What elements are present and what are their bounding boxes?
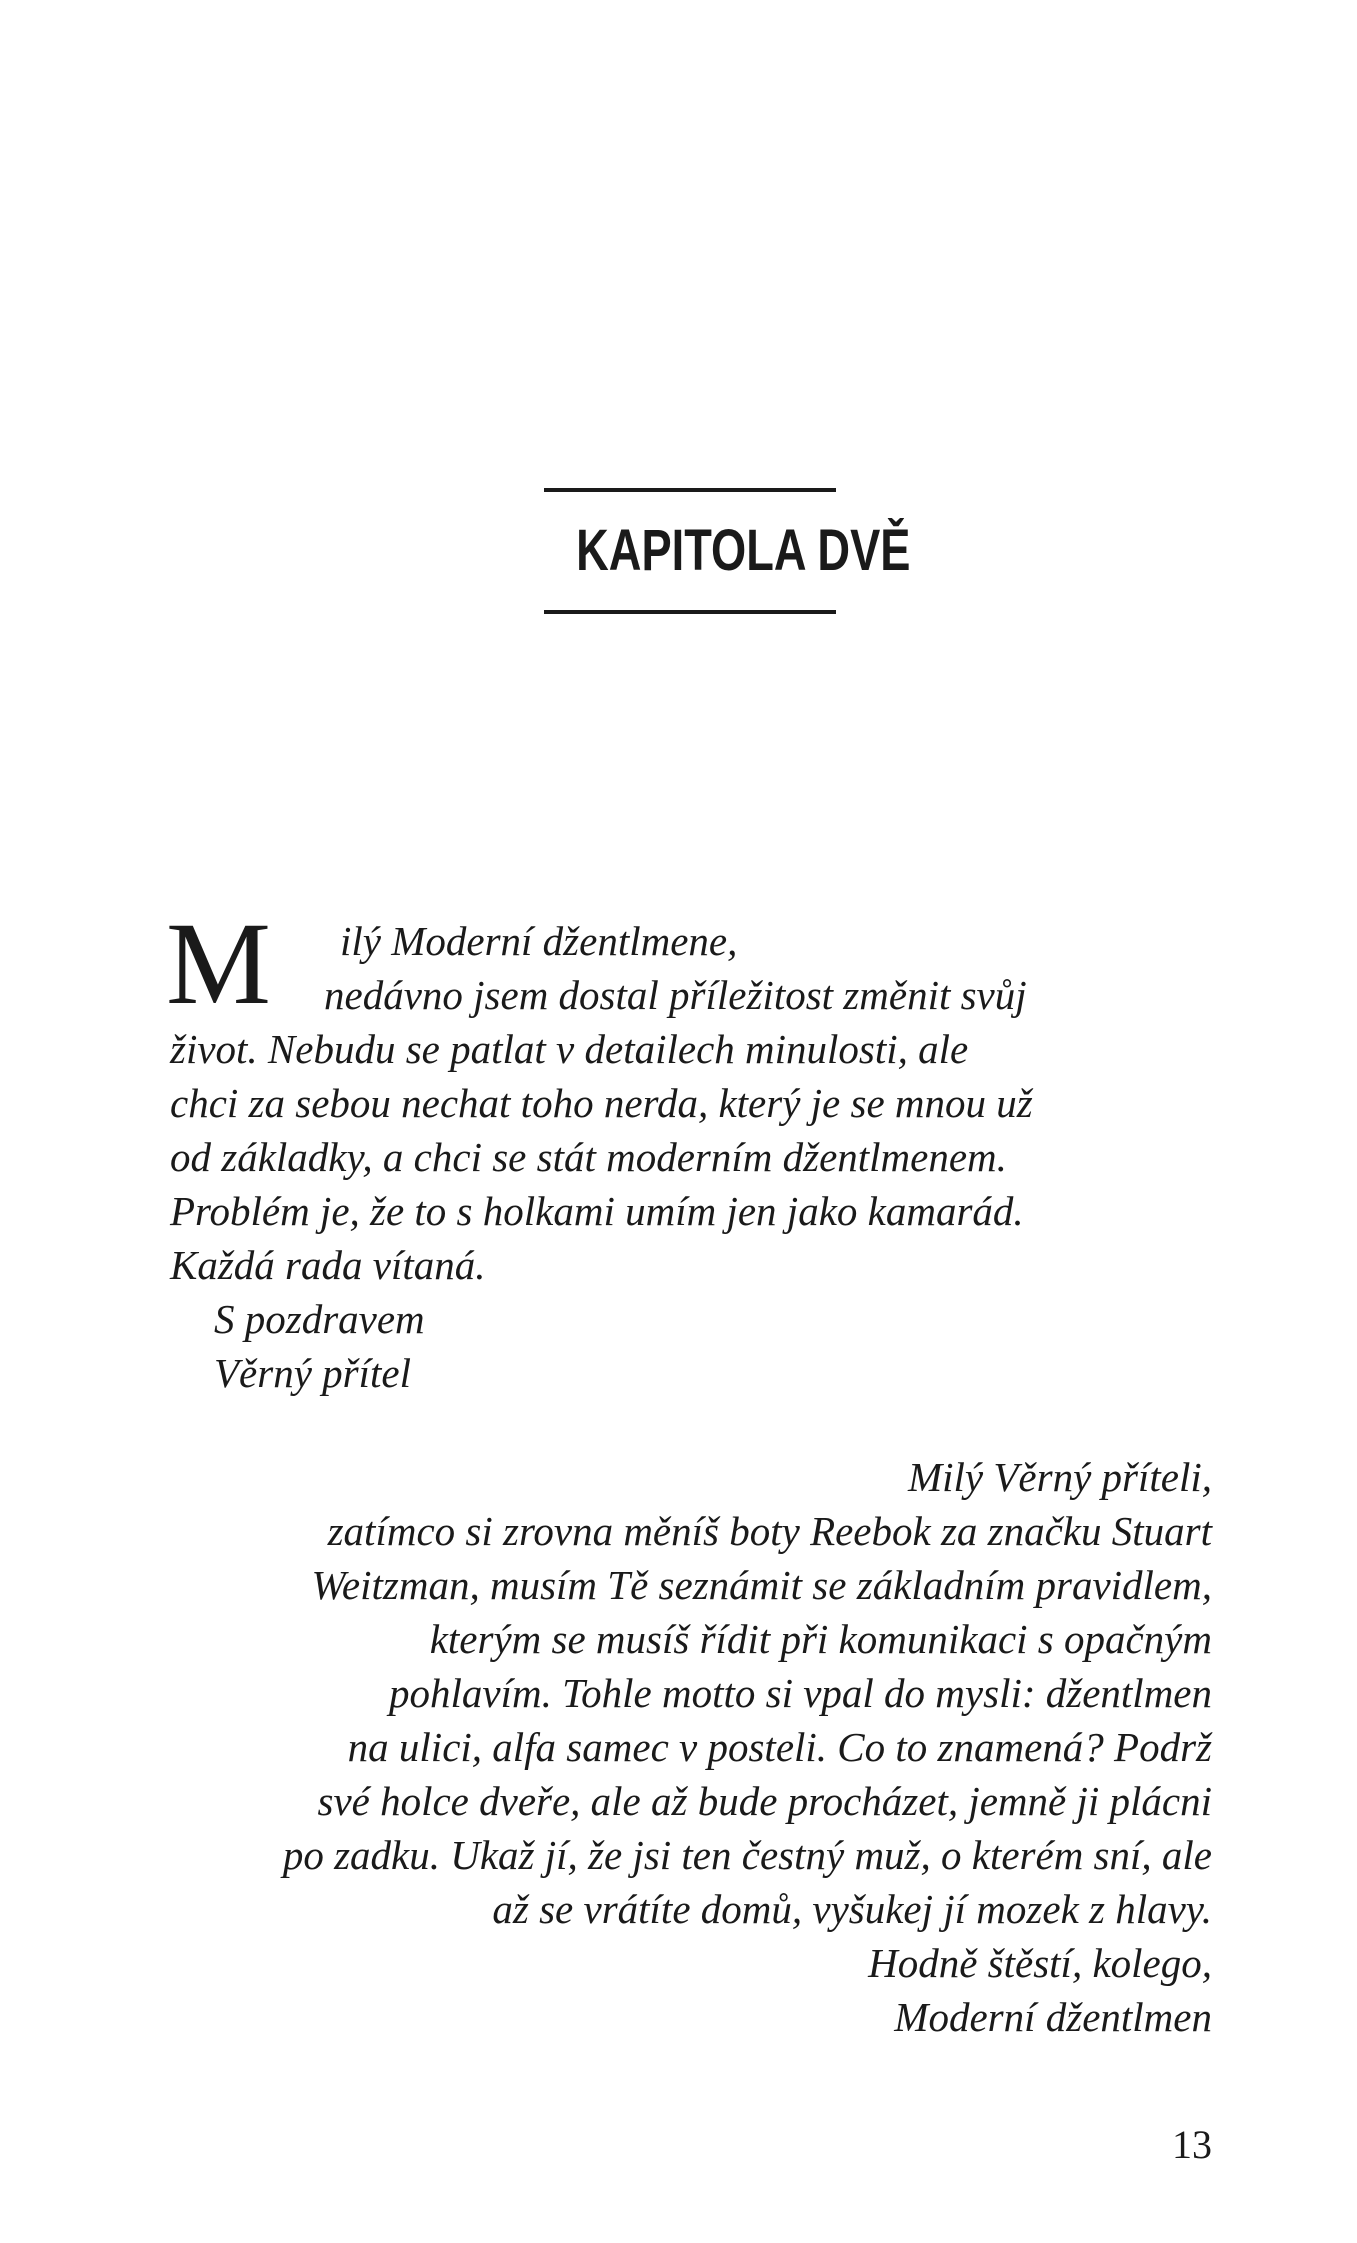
letter-line: Každá rada vítaná.: [170, 1242, 486, 1288]
reply-line: zatímco si zrovna měníš boty Reebok za značku Stuart: [327, 1508, 1212, 1554]
letter-signature: Věrný přítel: [214, 1350, 411, 1396]
reply-line: své holce dveře, ale až bude procházet, jemně ji plácni: [317, 1778, 1212, 1824]
reply-line: kterým se musíš řídit při komunikaci s opačným: [429, 1616, 1212, 1662]
letter-line: nedávno jsem dostal příležitost změnit svůj: [324, 972, 1027, 1018]
letter-from-reader: [170, 914, 1212, 1400]
page-number: 13: [1172, 2122, 1212, 2167]
reply-closing: Hodně štěstí, kolego,: [868, 1940, 1212, 1986]
letter-line: chci za sebou nechat toho nerda, který je se mnou už: [170, 1080, 1033, 1126]
chapter-rule-top: [544, 488, 836, 492]
letter-line: ilý Moderní džentlmene,: [340, 918, 738, 964]
letter-line: Problém je, že to s holkami umím jen jako kamarád.: [170, 1188, 1024, 1234]
letter-closing: S pozdravem: [214, 1296, 425, 1342]
chapter-title: KAPITOLA DVĚ: [576, 518, 911, 583]
letter-line: život. Nebudu se patlat v detailech minulosti, ale: [170, 1026, 969, 1072]
letter-line: od základky, a chci se stát moderním džentlmenem.: [170, 1134, 1007, 1180]
chapter-rule-bottom: [544, 610, 836, 614]
reply-line: až se vrátíte domů, vyšukej jí mozek z hlavy.: [492, 1886, 1212, 1932]
reply-line: na ulici, alfa samec v posteli. Co to znamená? Podrž: [347, 1724, 1212, 1770]
reply-line: Weitzman, musím Tě seznámit se základním pravidlem,: [311, 1562, 1212, 1608]
reply-signature: Moderní džentlmen: [894, 1994, 1212, 2040]
reply-line: pohlavím. Tohle motto si vpal do mysli: džentlmen: [389, 1670, 1212, 1716]
drop-cap: M: [166, 898, 271, 1029]
reply-line: Milý Věrný příteli,: [908, 1454, 1212, 1500]
reply-letter: [170, 1450, 1212, 2044]
reply-line: po zadku. Ukaž jí, že jsi ten čestný muž, o kterém sní, ale: [282, 1832, 1212, 1878]
